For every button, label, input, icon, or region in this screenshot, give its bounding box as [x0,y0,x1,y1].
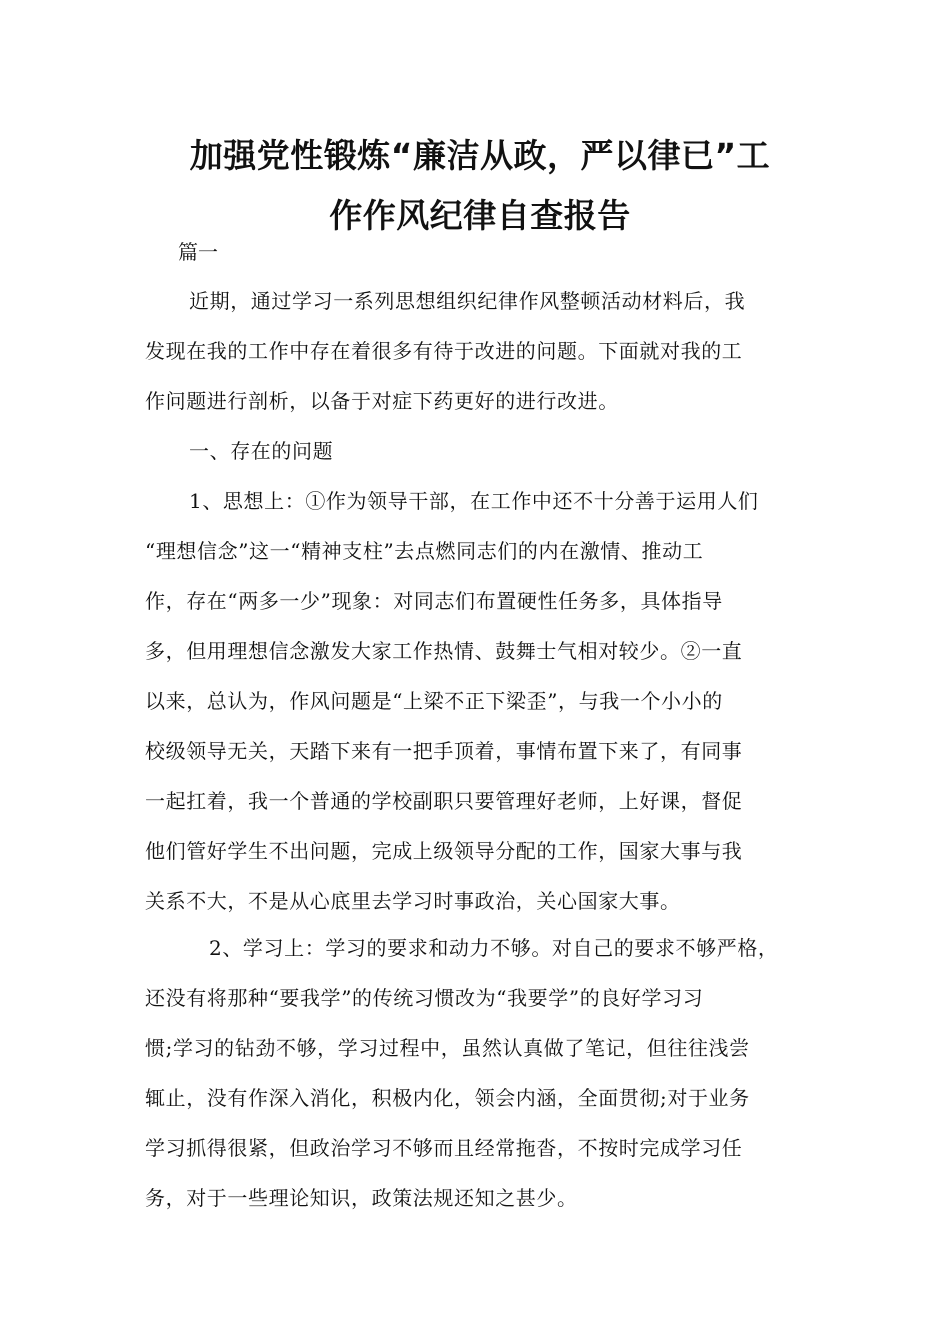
paragraph-line: 近期，通过学习一系列思想组织纪律作风整顿活动材料后，我 [189,289,746,313]
paragraph-line: 作，存在“两多一少”现象：对同志们布置硬性任务多，具体指导 [145,589,723,613]
paragraph-thought [145,483,805,933]
paragraph-line: 校级领导无关，天踏下来有一把手顶着，事情布置下来了，有同事 [145,739,743,763]
paragraph-line: 作问题进行剖析，以备于对症下药更好的进行改进。 [145,389,619,413]
paragraph-line: 惯;学习的钻劲不够，学习过程中，虽然认真做了笔记，但往往浅尝 [145,1036,750,1060]
paragraph-line: 学习抓得很紧，但政治学习不够而且经常拖沓，不按时完成学习任 [145,1136,743,1160]
title-line: 加强党性锻炼“廉洁从政，严以律已”工 [189,136,771,175]
paragraph-line: 2、学习上：学习的要求和动力不够。对自己的要求不够严格， [209,936,779,960]
paragraph-line: 一、存在的问题 [189,439,334,463]
paragraph-line: 多，但用理想信念激发大家工作热情、鼓舞士气相对较少。②一直 [145,639,743,663]
paragraph-line: 他们管好学生不出问题，完成上级领导分配的工作，国家大事与我 [145,839,743,863]
paragraph-intro [145,283,805,433]
paragraph-line: 发现在我的工作中存在着很多有待于改进的问题。下面就对我的工 [145,339,743,363]
paragraph-line: 辄止，没有作深入消化，积极内化，领会内涵，全面贯彻;对于业务 [145,1086,750,1110]
paragraph-line: “理想信念”这一“精神支柱”去点燃同志们的内在激情、推动工 [145,539,704,563]
paragraph-line: 关系不大，不是从心底里去学习时事政治，关心国家大事。 [145,889,681,913]
title-line: 作作风纪律自查报告 [329,196,631,235]
paragraph-line: 以来，总认为，作风问题是“上梁不正下梁歪”，与我一个小小的 [145,689,723,713]
paragraph-heading-problems [145,433,805,483]
paragraph-line: 一起扛着，我一个普通的学校副职只要管理好老师，上好课，督促 [145,789,743,813]
paragraph-line: 1、思想上：①作为领导干部，在工作中还不十分善于运用人们 [189,489,759,513]
document-title [140,126,820,246]
paragraph-line: 还没有将那种“要我学”的传统习惯改为“我要学”的良好学习习 [145,986,704,1010]
paragraph-line: 务，对于一些理论知识，政策法规还知之甚少。 [145,1186,578,1210]
section-label: 篇一 [178,240,218,264]
paragraph-study [145,930,805,1230]
